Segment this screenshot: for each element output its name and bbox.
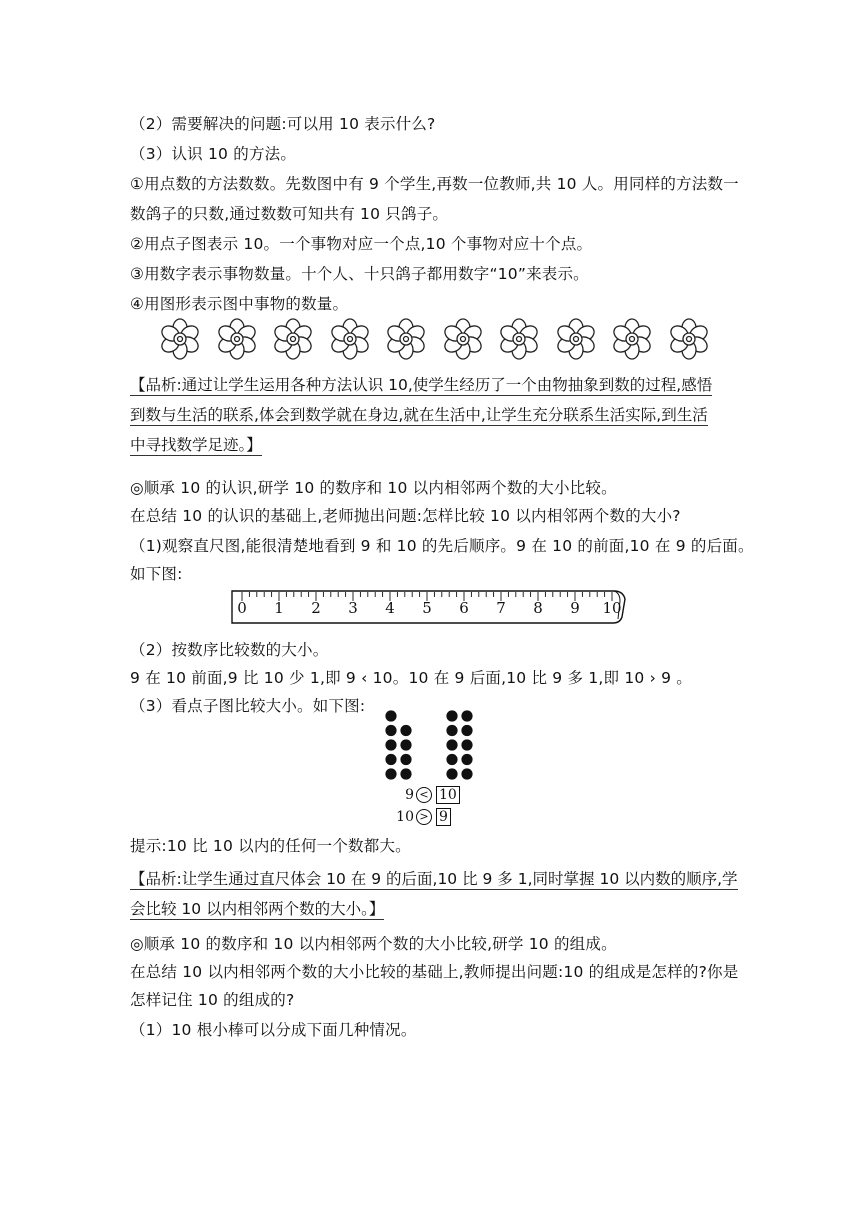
compare-row-2 bbox=[386, 808, 451, 826]
dot-diagram bbox=[378, 710, 488, 785]
ruler-label: 4 bbox=[385, 599, 395, 617]
dot bbox=[385, 710, 396, 721]
flower-icon bbox=[215, 317, 259, 361]
analysis-line: 到数与生活的联系,体会到数学就在身边,就在生活中,让学生充分联系生活实际,到生活 bbox=[130, 406, 708, 424]
text-line: ◎顺承 10 的认识,研学 10 的数序和 10 以内相邻两个数的大小比较。 bbox=[130, 479, 617, 497]
dot bbox=[385, 739, 396, 750]
text-line: 在总结 10 以内相邻两个数的大小比较的基础上,教师提出问题:10 的组成是怎样的?你是 bbox=[130, 963, 739, 981]
ruler-figure bbox=[230, 587, 630, 627]
ruler-label: 2 bbox=[311, 599, 321, 617]
text-line: （3）认识 10 的方法。 bbox=[130, 145, 297, 163]
dot bbox=[446, 754, 457, 765]
dot bbox=[400, 725, 411, 736]
flower-icon bbox=[667, 317, 711, 361]
dot bbox=[461, 739, 472, 750]
dot bbox=[446, 739, 457, 750]
compare-row-1 bbox=[386, 786, 460, 804]
text-line: ②用点子图表示 10。一个事物对应一个点,10 个事物对应十个点。 bbox=[130, 235, 593, 253]
flower-icon bbox=[384, 317, 428, 361]
text-line: （1）10 根小棒可以分成下面几种情况。 bbox=[130, 1021, 417, 1039]
analysis-line: 中寻找数学足迹。】 bbox=[130, 436, 262, 454]
ruler-label: 3 bbox=[348, 599, 358, 617]
dot bbox=[461, 725, 472, 736]
dot bbox=[446, 768, 457, 779]
ruler-label: 10 bbox=[602, 599, 622, 617]
analysis-line: 【品析:让学生通过直尺体会 10 在 9 的后面,10 比 9 多 1,同时掌握 10 以内数的顺序,学 bbox=[130, 870, 738, 888]
text-line: （3）看点子图比较大小。如下图: bbox=[130, 697, 366, 715]
text-line: ①用点数的方法数数。先数图中有 9 个学生,再数一位教师,共 10 人。用同样的方法数一 bbox=[130, 175, 739, 193]
text-line: ◎顺承 10 的数序和 10 以内相邻两个数的大小比较,研学 10 的组成。 bbox=[130, 935, 617, 953]
flower-icon bbox=[610, 317, 654, 361]
analysis-line: 【品析:通过让学生运用各种方法认识 10,使学生经历了一个由物抽象到数的过程,感悟 bbox=[130, 376, 713, 394]
ruler-label: 7 bbox=[496, 599, 506, 617]
text-line: 9 在 10 前面,9 比 10 少 1,即 9 ‹ 10。10 在 9 后面,10 比 9 多 1,即 10 › 9 。 bbox=[130, 669, 693, 687]
flower-icon bbox=[328, 317, 372, 361]
analysis-line: 会比较 10 以内相邻两个数的大小。】 bbox=[130, 900, 385, 918]
text-line: 如下图: bbox=[130, 565, 183, 583]
flower-icon bbox=[271, 317, 315, 361]
dot bbox=[461, 710, 472, 721]
dot bbox=[446, 710, 457, 721]
dot bbox=[385, 768, 396, 779]
text-line: 数鸽子的只数,通过数数可知共有 10 只鸽子。 bbox=[130, 205, 449, 223]
dot bbox=[385, 754, 396, 765]
flower-icon bbox=[158, 317, 202, 361]
dot bbox=[400, 739, 411, 750]
text-line: 在总结 10 的认识的基础上,老师抛出问题:怎样比较 10 以内相邻两个数的大小? bbox=[130, 507, 681, 525]
boxed-number: 10 bbox=[436, 786, 460, 804]
ruler-label: 6 bbox=[459, 599, 469, 617]
compare-left-number: 9 bbox=[405, 787, 414, 803]
text-line: （2）需要解决的问题:可以用 10 表示什么? bbox=[130, 115, 436, 133]
text-line: 怎样记住 10 的组成的? bbox=[130, 991, 295, 1009]
ruler-label: 8 bbox=[533, 599, 543, 617]
text-line: ④用图形表示图中事物的数量。 bbox=[130, 295, 349, 313]
flower-icon bbox=[441, 317, 485, 361]
analysis-block-2 bbox=[130, 864, 738, 924]
dot bbox=[461, 768, 472, 779]
compare-left-number: 10 bbox=[396, 809, 414, 825]
dot bbox=[461, 754, 472, 765]
dot bbox=[400, 768, 411, 779]
ruler-label: 0 bbox=[237, 599, 247, 617]
flower-icon bbox=[497, 317, 541, 361]
greater-than-symbol: > bbox=[416, 809, 432, 825]
analysis-block-1 bbox=[130, 370, 730, 460]
ruler-label: 1 bbox=[274, 599, 284, 617]
text-line: ③用数字表示事物数量。十个人、十只鸽子都用数字“10”来表示。 bbox=[130, 265, 589, 283]
boxed-number: 9 bbox=[436, 808, 451, 826]
flower-row-figure bbox=[158, 317, 723, 365]
dot bbox=[446, 725, 457, 736]
less-than-symbol: < bbox=[416, 787, 432, 803]
flower-icon bbox=[554, 317, 598, 361]
text-line: （2）按数序比较数的大小。 bbox=[130, 641, 329, 659]
text-line: （1)观察直尺图,能很清楚地看到 9 和 10 的先后顺序。9 在 10 的前面,10 在 9 的后面。 bbox=[130, 537, 754, 555]
text-line: 提示:10 比 10 以内的任何一个数都大。 bbox=[130, 837, 411, 855]
ruler-label: 9 bbox=[570, 599, 580, 617]
dot bbox=[385, 725, 396, 736]
ruler-label: 5 bbox=[422, 599, 432, 617]
dot bbox=[400, 754, 411, 765]
